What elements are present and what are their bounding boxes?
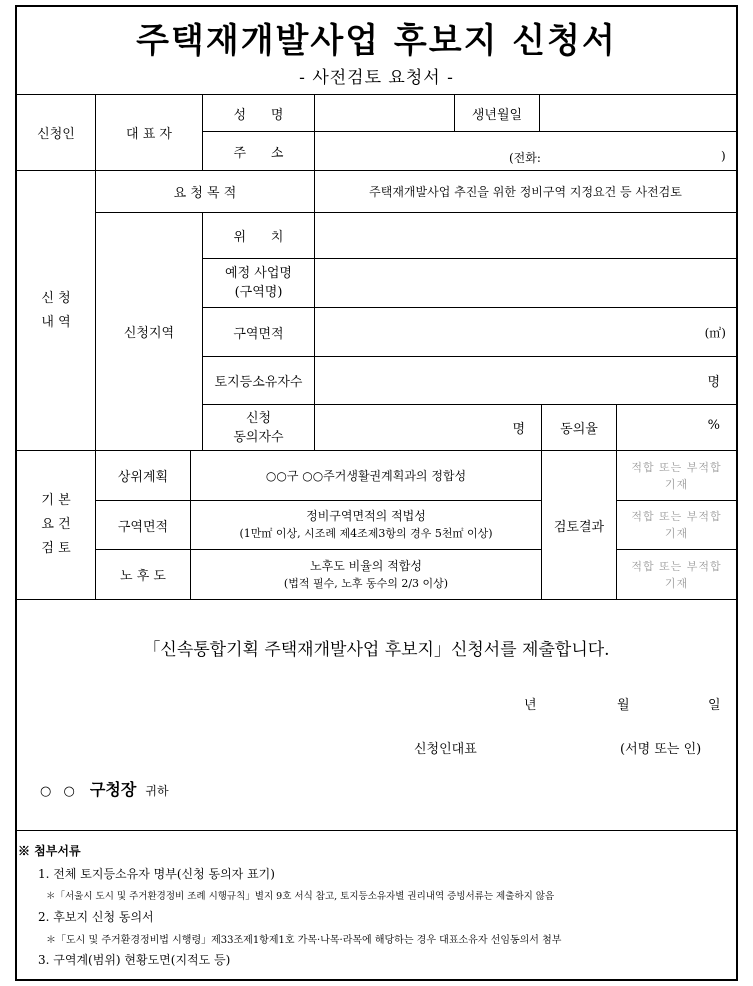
review-section-label: 기 본 요 건 검 토 [41,493,71,556]
attachments-header: ※ 첨부서류 [18,844,81,858]
attachment-note: ＊「서울시 도시 및 주거환경정비 조례 시행규칙」별지 9호 서식 참고, 토지등소유자별 권리내역 증빙서류는 제출하지 않음 [46,891,555,902]
details-section-label: 신 청 내 역 [41,290,71,330]
consent-rate-unit: % [707,418,720,433]
date-day-label: 일 [708,698,721,713]
recipient-suffix: 귀하 [145,784,169,798]
birth-date-label: 생년월일 [471,107,523,123]
project-name-field[interactable] [315,259,736,307]
phone-close: ) [721,149,726,163]
form-title: 주택재개발사업 후보지 신청서 [136,20,617,61]
date-month-label: 월 [617,698,630,713]
review-row-criteria: ○○구 ○○주거생활권계획과의 정합성 [265,469,467,483]
address-label: 주 소 [233,145,284,161]
address-field[interactable] [315,132,736,170]
consent-rate-field[interactable] [617,405,736,450]
owners-unit: 명 [707,375,720,390]
location-label: 위 치 [233,230,284,245]
review-row-criteria: 정비구역면적의 적법성 (1만㎡ 이상, 시조례 제4조제3항의 경우 5천㎡ 이상) [239,509,493,540]
form-subtitle: - 사전검토 요청서 - [299,67,454,88]
review-row-criteria: 노후도 비율의 적합성 (법적 필수, 노후 동수의 2/3 이상) [283,558,449,590]
name-label: 성 명 [233,107,284,123]
applicant-representative-label: 신청인대표 [414,742,477,757]
outer-border-top [15,5,738,7]
consent-count-label: 신청 동의자수 [233,410,284,445]
area-size-field[interactable] [315,308,736,356]
owners-field[interactable] [315,357,736,404]
purpose-label: 요 청 목 적 [173,186,237,201]
consent-rate-label: 동의율 [560,422,598,437]
name-field[interactable] [315,95,454,131]
review-row-result[interactable]: 적합 또는 부적합 기재 [631,559,722,590]
owners-label: 토지등소유자수 [214,375,303,390]
purpose-value: 주택재개발사업 추진을 위한 정비구역 지정요건 등 사전검토 [369,185,682,199]
application-area-label: 신청지역 [123,326,175,341]
birth-date-field[interactable] [540,95,736,131]
review-row-label: 상위계획 [117,470,169,485]
form-title-box [17,12,736,62]
phone-label: (전화: [509,151,541,165]
representative-label: 대 표 자 [126,127,172,142]
area-size-unit: (㎡) [704,326,726,340]
form-subtitle-box [17,62,736,88]
recipient-prefix: ○ ○ [40,784,79,799]
applicant-section-label: 신청인 [37,127,75,142]
attachment-item: 3. 구역계(범위) 현황도면(지적도 등) [38,953,231,967]
date-year-label: 년 [524,698,537,713]
line [15,599,738,600]
review-row-result[interactable]: 적합 또는 부적합 기재 [631,460,722,491]
review-result-label: 검토결과 [553,519,605,535]
recipient [40,777,169,800]
consent-count-unit: 명 [512,422,525,437]
project-name-label: 예정 사업명 (구역명) [225,266,292,300]
area-size-label: 구역면적 [233,326,284,342]
review-row-label: 노 후 도 [120,569,166,584]
attachment-item: 2. 후보지 신청 동의서 [38,910,154,924]
review-row-label: 구역면적 [117,519,169,535]
signature-label: (서명 또는 인) [620,742,702,757]
outer-border-bottom [15,979,738,981]
attachment-item: 1. 전체 토지등소유자 명부(신청 동의자 표기) [38,867,275,881]
consent-count-field[interactable] [315,405,541,450]
recipient-title: 구청장 [89,780,137,799]
declaration-text: 「신속통합기획 주택재개발사업 후보지」신청서를 제출합니다. [143,639,610,660]
outer-border-right [736,5,738,981]
line [15,830,738,831]
location-field[interactable] [315,213,736,258]
attachment-note: ＊「도시 및 주거환경정비법 시행령」제33조제1항제1호 가목·나목·라목에 해당하는 경우 대표소유자 선임동의서 첨부 [46,935,562,946]
review-row-result[interactable]: 적합 또는 부적합 기재 [631,510,722,540]
